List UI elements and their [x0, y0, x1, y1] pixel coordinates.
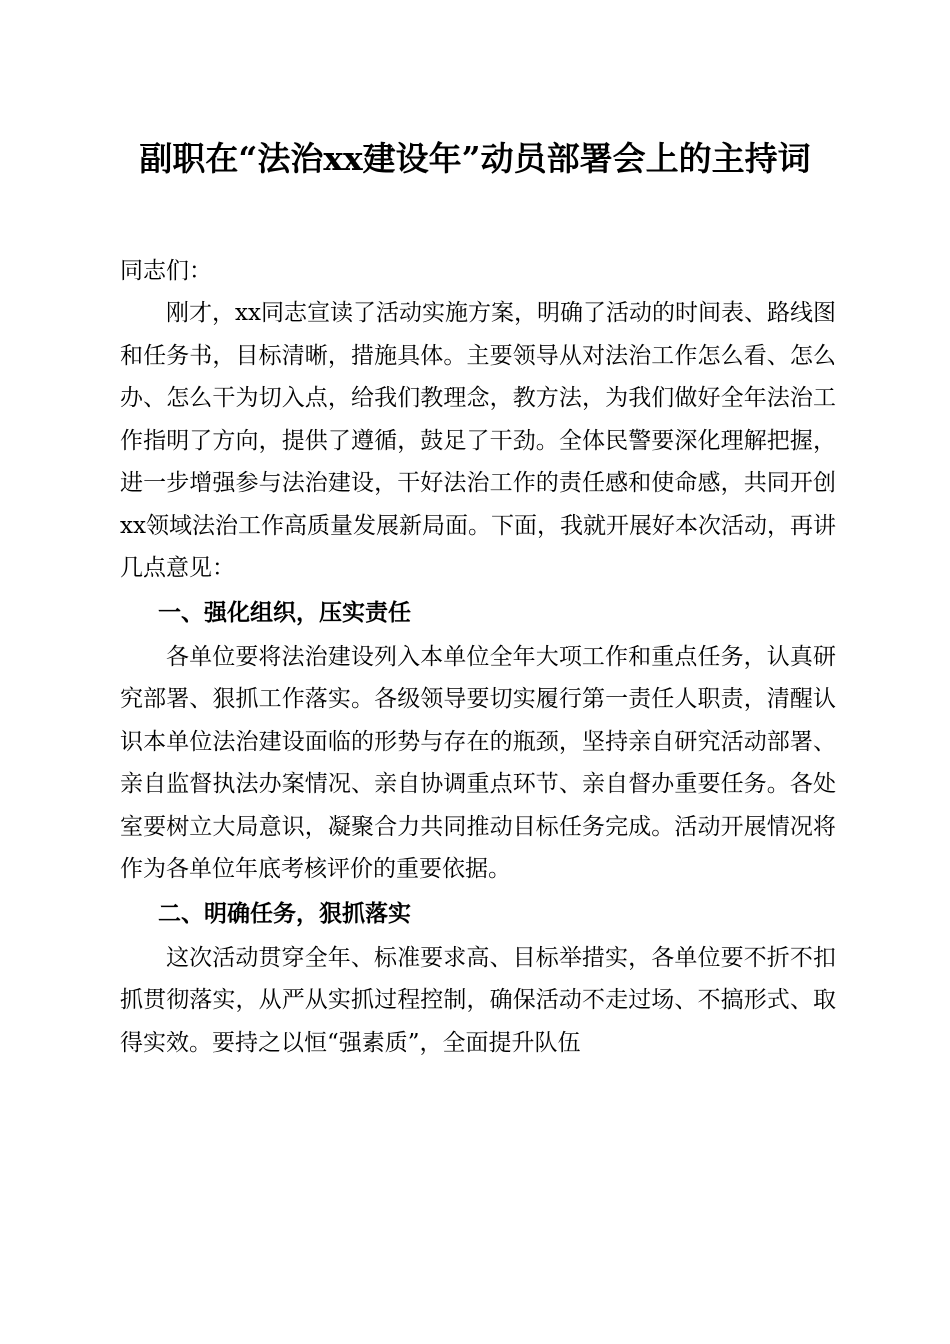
document-title: 副职在“法治xx建设年”动员部署会上的主持词: [139, 139, 811, 178]
section-heading-1: 一、强化组织，压实责任: [158, 599, 411, 626]
section-heading-2: 二、明确任务，狠抓落实: [158, 900, 411, 927]
salutation: 同志们：: [120, 258, 212, 284]
paragraph-intro: 刚才，xx同志宣读了活动实施方案，明确了活动的时间表、路线图和任务书，目标清晰，措施具体。主要领导从对法治工作怎么看、怎么办、怎么干为切入点，给我们教理念，教方法，为我们做好全年法治工作指明了方向，提供了遵循，鼓足了干劲。全体民警要深化理解把握，进一步增强参与法治建设，干好法治工作的责任感和使命感，共同开创xx领域法治工作高质量发展新局面。下面，我就开展好本次活动，再讲几点意见：: [120, 300, 836, 581]
document-body: [120, 250, 836, 1064]
paragraph-section-1: 各单位要将法治建设列入本单位全年大项工作和重点任务，认真研究部署、狠抓工作落实。各级领导要切实履行第一责任人职责，清醒认识本单位法治建设面临的形势与存在的瓶颈，坚持亲自研究活动部署、亲自监督执法办案情况、亲自协调重点环节、亲自督办重要任务。各处室要树立大局意识，凝聚合力共同推动目标任务完成。活动开展情况将作为各单位年底考核评价的重要依据。: [120, 643, 836, 882]
paragraph-section-2: 这次活动贯穿全年、标准要求高、目标举措实，各单位要不折不扣抓贯彻落实，从严从实抓过程控制，确保活动不走过场、不搞形式、取得实效。要持之以恒“强素质”，全面提升队伍: [120, 944, 836, 1056]
